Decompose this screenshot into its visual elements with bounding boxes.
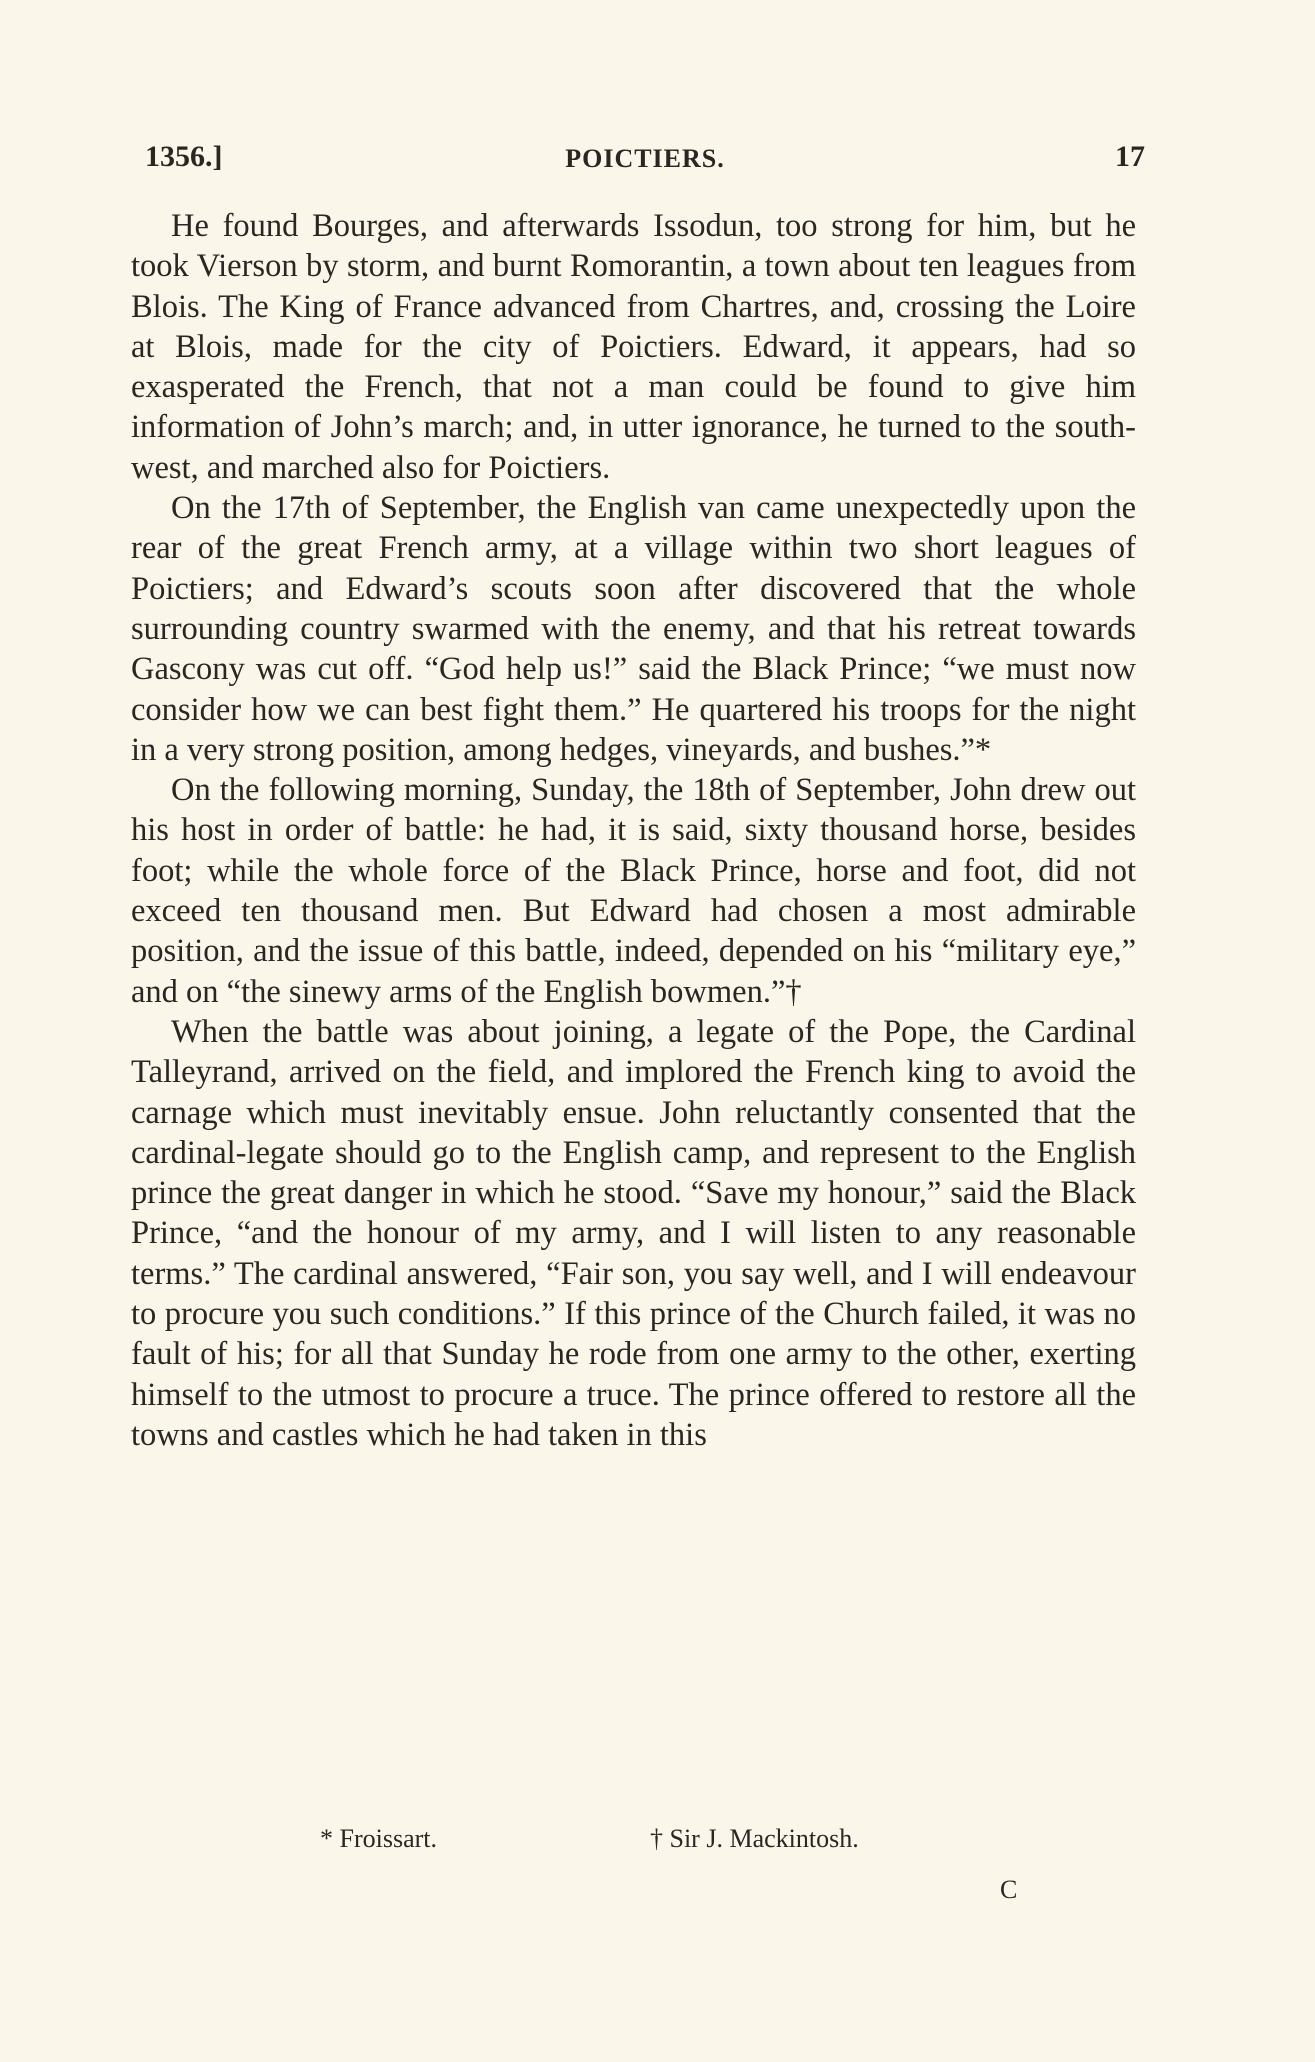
signature-mark: C bbox=[1000, 1875, 1018, 1904]
paragraph: On the 17th of September, the English van came unexpectedly upon the rear of the great French army, at a village within two short leagues of Poictiers; and Edward’s scouts soon after discovered that the whole surrounding country swarmed with the enemy, and that his retreat towards Gascony was cut off. “God help us!” said the Black Prince; “we must now consider how we can best fight them.” He quartered his troops for the night in a very strong position, among hedges, vineyards, and bushes.”* bbox=[131, 490, 1136, 768]
header-year: 1356.] bbox=[145, 140, 223, 173]
header-title: POICTIERS. bbox=[565, 144, 725, 173]
running-header bbox=[145, 140, 1145, 180]
paragraph: He found Bourges, and afterwards Issodun, too strong for him, but he took Vierson by storm, and burnt Romorantin, a town about ten leagues from Blois. The King of France advanced from Chartres, and, crossing the Loire at Blois, made for the city of Poictiers. Edward, it appears, had so exasperated the French, that not a man could be found to give him information of John’s march; and, in utter ignorance, he turned to the south-west, and marched also for Poictiers. bbox=[131, 208, 1136, 486]
footnote: † Sir J. Mackintosh. bbox=[650, 1824, 859, 1853]
footnote: * Froissart. bbox=[320, 1824, 437, 1853]
page-number: 17 bbox=[1115, 140, 1145, 173]
paragraph: When the battle was about joining, a legate of the Pope, the Cardinal Talleyrand, arrived on the field, and implored the French king to avoid the carnage which must inevitably ensue. John reluctantly consented that the cardinal-legate should go to the English camp, and represent to the English prince the great danger in which he stood. “Save my honour,” said the Black Prince, “and the honour of my army, and I will listen to any reasonable terms.” The cardinal answered, “Fair son, you say well, and I will endeavour to procure you such conditions.” If this prince of the Church failed, it was no fault of his; for all that Sunday he rode from one army to the other, exerting himself to the utmost to procure a truce. The prince offered to restore all the towns and castles which he had taken in this bbox=[131, 1013, 1136, 1453]
paragraph: On the following morning, Sunday, the 18th of September, John drew out his host in order of battle: he had, it is said, sixty thousand horse, besides foot; while the whole force of the Black Prince, horse and foot, did not exceed ten thousand men. But Edward had chosen a most admirable position, and the issue of this battle, indeed, depended on his “military eye,” and on “the sinewy arms of the English bowmen.”† bbox=[131, 772, 1136, 1010]
body-text bbox=[131, 206, 1136, 1455]
